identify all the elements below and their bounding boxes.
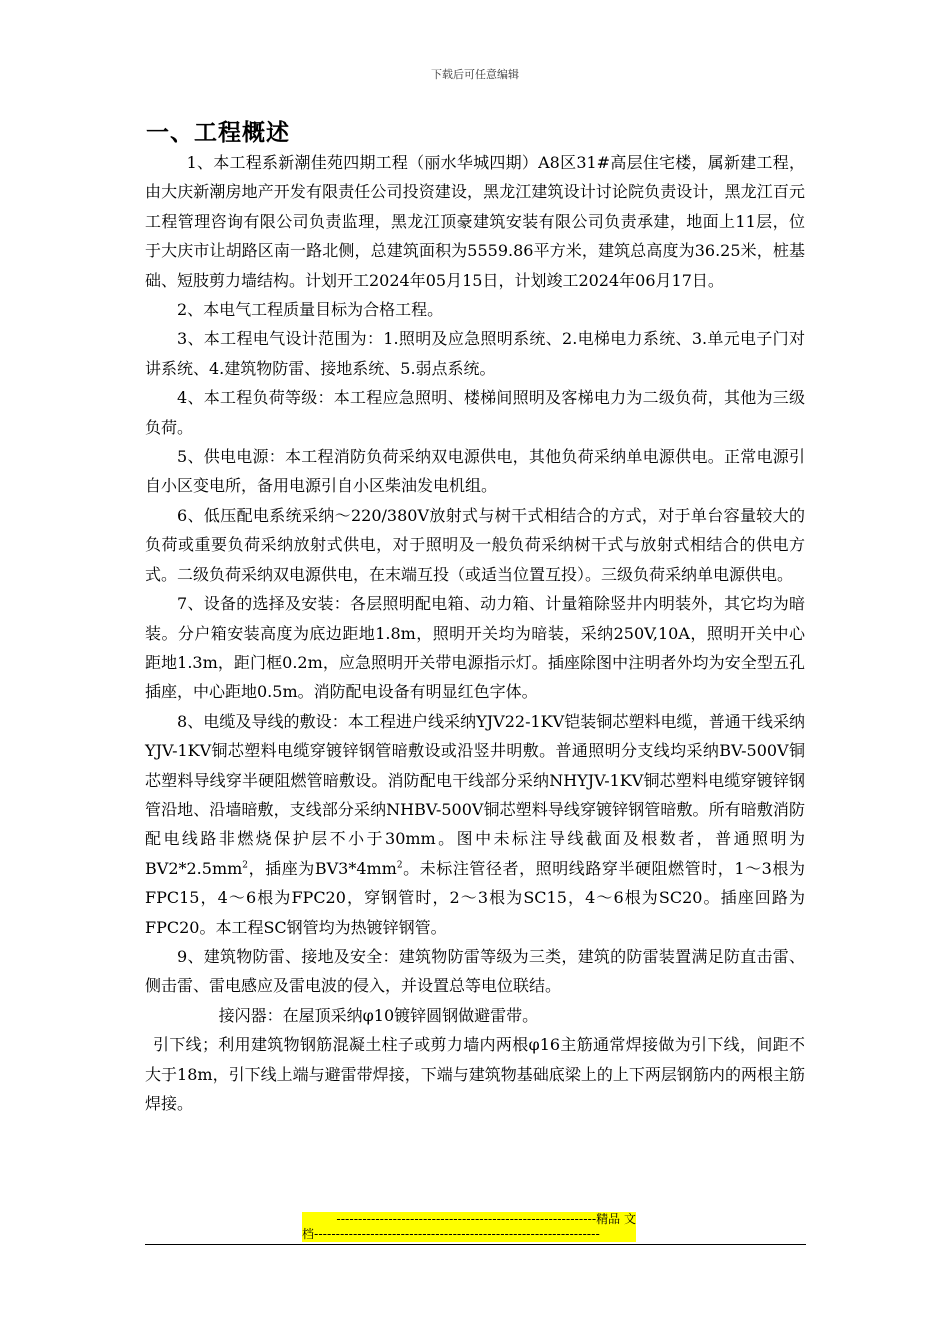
paragraph-distribution-system: 6、低压配电系统采纳～220/380V放射式与树干式相结合的方式，对于单台容量较大的负荷或重要负荷采纳放射式供电，对于照明及一般负荷采纳树干式与放射式相结合的供电方式。二级负荷采纳双电源供电，在末端互投（或适当位置互投）。三级负荷采纳单电源供电。 <box>145 505 805 584</box>
superscript-2: 2 <box>396 860 403 871</box>
paragraph-load-level: 4、本工程负荷等级：本工程应急照明、楼梯间照明及客梯电力为二级负荷，其他为三级负荷。 <box>145 388 805 437</box>
cable-text-part1: 8、电缆及导线的敷设：本工程进户线采纳YJV22-1KV铠装铜芯塑料电缆，普通干线采纳YJV-1KV铜芯塑料电缆穿镀锌钢管暗敷设或沿竖井明敷。普通照明分支线均采纳BV-500V铜芯塑料导线穿半硬阻燃管暗敷设。消防配电干线部分采纳NHYJV-1KV铜芯塑料电缆穿镀锌钢管沿地、沿墙暗敷，支线部分采纳NHBV-500V铜芯塑料导线穿镀锌钢管暗敷。所有暗敷消防配电线路非燃烧保护层不小于30mm。图中未标注导线截面及根数者，普通照明为BV2*2.5mm <box>145 711 805 878</box>
paragraph-cable-laying <box>145 707 805 942</box>
cable-text-part2: ，插座为BV3*4mm <box>248 858 397 878</box>
footer-line-1: ------------------------------------------------------------精品 文 <box>302 1212 636 1227</box>
paragraph-power-supply: 5、供电电源：本工程消防负荷采纳双电源供电，其他负荷采纳单电源供电。正常电源引自小区变电所，备用电源引自小区柴油发电机组。 <box>145 447 805 496</box>
document-body <box>145 148 805 1118</box>
paragraph-lightning-protection: 9、建筑物防雷、接地及安全：建筑物防雷等级为三类，建筑的防雷装置满足防直击雷、侧击雷、雷电感应及雷电波的侵入，并设置总等电位联结。 <box>145 946 805 996</box>
footer-line-2: 档------------------------------------------------------------------ <box>302 1227 636 1242</box>
paragraph-air-terminal: 接闪器：在屋顶采纳φ10镀锌圆钢做避雷带。 <box>218 1005 539 1025</box>
paragraph-quality-target: 2、本电气工程质量目标为合格工程。 <box>177 300 444 320</box>
paragraph-design-scope: 3、本工程电气设计范围为：1.照明及应急照明系统、2.电梯电力系统、3.单元电子门对讲系统、4.建筑物防雷、接地系统、5.弱点系统。 <box>145 329 805 378</box>
paragraph-equipment-installation: 7、设备的选择及安装：各层照明配电箱、动力箱、计量箱除竖井内明装外，其它均为暗装。分户箱安装高度为底边距地1.8m，照明开关均为暗装，采纳250V,10A，照明开关中心距地1.3m，距门框0.2m，应急照明开关带电源指示灯。插座除图中注明者外均为安全型五孔插座，中心距地0.5m。消防配电设备有明显红色字体。 <box>145 594 805 702</box>
paragraph-down-conductor: 引下线；利用建筑物钢筋混凝土柱子或剪力墙内两根φ16主筋通常焊接做为引下线，间距不大于18m，引下线上端与避雷带焊接，下端与建筑物基础底梁上的上下两层钢筋内的两根主筋焊接。 <box>145 1035 805 1113</box>
cable-text-part3: 。未标注管径者，照明线路穿半硬阻燃管时，1～3根为FPC15，4～6根为FPC20，穿钢管时，2～3根为SC15，4～6根为SC20。插座回路为FPC20。本工程SC钢管均为热镀锌钢管。 <box>145 858 805 937</box>
section-title: 一、工程概述 <box>146 120 290 146</box>
superscript-2: 2 <box>242 860 249 871</box>
footer-divider <box>145 1244 806 1245</box>
footer-watermark <box>302 1212 636 1242</box>
page-header: 下载后可任意编辑 <box>431 68 519 81</box>
paragraph-project-overview: 1、本工程系新潮佳苑四期工程（丽水华城四期）A8区31#高层住宅楼，属新建工程，由大庆新潮房地产开发有限责任公司投资建设，黑龙江建筑设计讨论院负责设计，黑龙江百元工程管理咨询有限公司负责监理，黑龙江顶豪建筑安装有限公司负责承建，地面上11层，位于大庆市让胡路区南一路北侧，总建筑面积为5559.86平方米，建筑总高度为36.25米，桩基础、短肢剪力墙结构。计划开工2024年05月15日，计划竣工2024年06月17日。 <box>145 153 805 290</box>
